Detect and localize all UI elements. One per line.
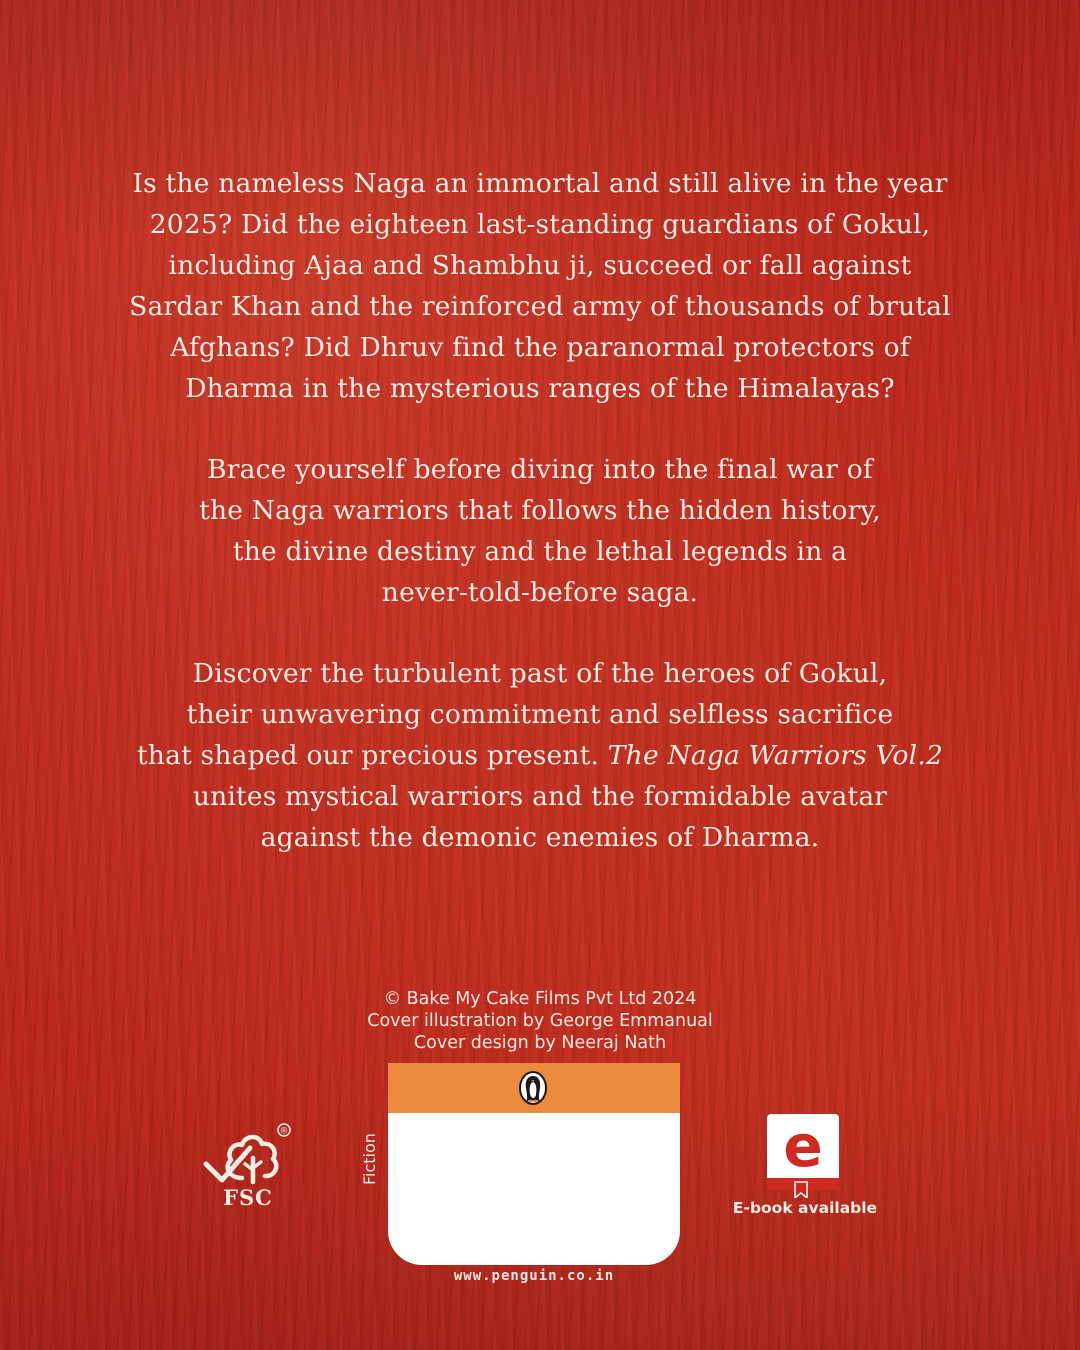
blurb-text: that shaped our precious present. bbox=[136, 740, 608, 771]
ebook-label: E-book available bbox=[732, 1199, 878, 1217]
blurb-line: Is the nameless Naga an immortal and still alive in the year bbox=[132, 168, 948, 199]
blurb-line: including Ajaa and Shambhu ji, succeed or fall against bbox=[168, 250, 912, 281]
barcode-panel bbox=[388, 1063, 680, 1265]
fsc-label: FSC bbox=[223, 1185, 273, 1210]
ebook-icon bbox=[765, 1112, 843, 1198]
blurb-line: 2025? Did the eighteen last-standing guardians of Gokul, bbox=[149, 209, 931, 240]
blurb-line: unites mystical warriors and the formidable avatar bbox=[192, 781, 888, 812]
blurb-line: the Naga warriors that follows the hidden history, bbox=[199, 495, 881, 526]
copyright-line: © Bake My Cake Films Pvt Ltd 2024 bbox=[383, 989, 697, 1009]
publisher-website[interactable]: www.penguin.co.in bbox=[453, 1268, 615, 1284]
design-credit: Cover design by Neeraj Nath bbox=[413, 1033, 667, 1053]
blurb-line: Dharma in the mysterious ranges of the Himalayas? bbox=[185, 373, 895, 404]
category-label: Fiction bbox=[360, 1133, 379, 1185]
blurb-paragraph-2 bbox=[40, 449, 1040, 613]
blurb-line: the divine destiny and the lethal legends in a bbox=[232, 536, 848, 567]
blurb-line: Sardar Khan and the reinforced army of thousands of brutal bbox=[129, 291, 951, 322]
blurb-paragraph-1 bbox=[40, 163, 1040, 409]
blurb-line: Afghans? Did Dhruv find the paranormal protectors of bbox=[170, 332, 910, 363]
blurb-line: never-told-before saga. bbox=[381, 577, 699, 608]
fsc-registered-mark: ® bbox=[279, 1126, 289, 1137]
blurb-line: against the demonic enemies of Dharma. bbox=[260, 822, 820, 853]
blurb-line: Discover the turbulent past of the heroes of Gokul, bbox=[192, 658, 888, 689]
blurb-line: Brace yourself before diving into the final war of bbox=[207, 454, 873, 485]
credits-block bbox=[240, 988, 840, 1054]
blurb-line bbox=[40, 735, 1040, 776]
illustration-credit: Cover illustration by George Emmanual bbox=[367, 1011, 713, 1031]
penguin-logo-icon bbox=[515, 1070, 551, 1106]
book-title: The Naga Warriors Vol.2 bbox=[607, 740, 944, 771]
blurb-paragraph-3 bbox=[40, 653, 1040, 858]
blurb-line: their unwavering commitment and selfless sacrifice bbox=[186, 699, 894, 730]
ebook-letter: e bbox=[783, 1112, 823, 1180]
